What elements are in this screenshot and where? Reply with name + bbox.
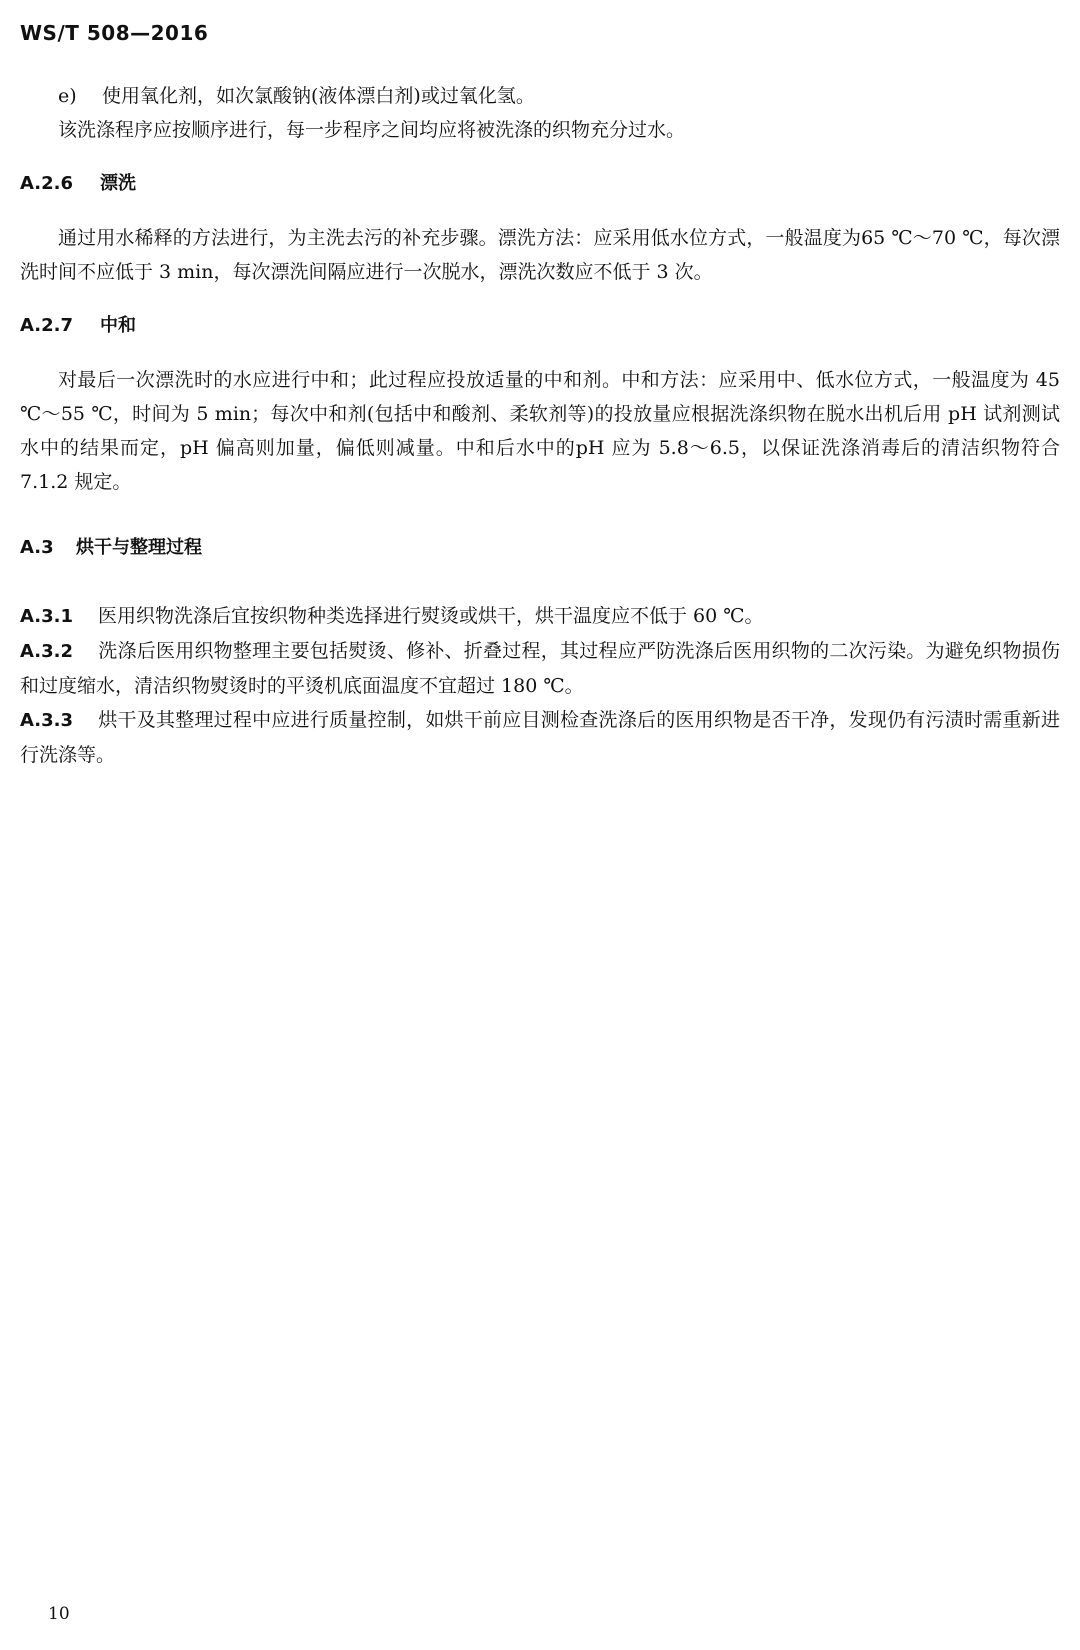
clause-a32: [20, 634, 1060, 703]
paragraph-rinsing: 通过用水稀释的方法进行，为主洗去污的补充步骤。漂洗方法：应采用低水位方式，一般温度为65 ℃～70 ℃，每次漂洗时间不应低于 3 min，每次漂洗间隔应进行一次脱水，漂洗次数应不低于 3 次。: [20, 227, 1060, 283]
clause-text: 医用织物洗涤后宜按织物种类选择进行熨烫或烘干，烘干温度应不低于 60 ℃。: [98, 605, 764, 627]
list-item-text: 使用氧化剂，如次氯酸钠(液体漂白剂)或过氧化氢。: [102, 85, 535, 107]
heading-a26: [20, 167, 1060, 201]
heading-title: 漂洗: [100, 173, 136, 194]
standard-code-header: WS/T 508—2016: [20, 21, 209, 45]
heading-title: 烘干与整理过程: [76, 537, 202, 558]
heading-number: A.2.7: [20, 315, 73, 336]
paragraph-neutralization: 对最后一次漂洗时的水应进行中和；此过程应投放适量的中和剂。中和方法：应采用中、低水位方式，一般温度为 45 ℃～55 ℃，时间为 5 min；每次中和剂(包括中和酸剂、柔软剂等)的投放量应根据洗涤织物在脱水出机后用 pH 试剂测试水中的结果而定，pH 偏高则加量，偏低则减量。中和后水中的pH 应为 5.8～6.5，以保证洗涤消毒后的清洁织物符合 7.1.2 规定。: [20, 369, 1060, 493]
page-content: [20, 79, 1060, 772]
heading-number: A.2.6: [20, 173, 73, 194]
heading-a27: [20, 309, 1060, 343]
heading-a3: [20, 531, 1060, 565]
heading-title: 中和: [100, 315, 136, 336]
list-marker: e): [58, 85, 77, 107]
clause-number: A.3.3: [20, 710, 73, 731]
list-item-e: [20, 79, 1060, 113]
clause-number: A.3.1: [20, 606, 73, 627]
page-number: 10: [48, 1604, 70, 1624]
clause-a33: [20, 703, 1060, 772]
paragraph-washing-sequence: 该洗涤程序应按顺序进行，每一步程序之间均应将被洗涤的织物充分过水。: [58, 119, 686, 141]
clause-a31: [20, 599, 1060, 634]
clause-number: A.3.2: [20, 641, 73, 662]
clause-text: 烘干及其整理过程中应进行质量控制，如烘干前应目测检查洗涤后的医用织物是否干净，发现仍有污渍时需重新进行洗涤等。: [20, 709, 1060, 766]
heading-number: A.3: [20, 537, 54, 558]
clause-text: 洗涤后医用织物整理主要包括熨烫、修补、折叠过程，其过程应严防洗涤后医用织物的二次污染。为避免织物损伤和过度缩水，清洁织物熨烫时的平烫机底面温度不宜超过 180 ℃。: [20, 640, 1060, 697]
